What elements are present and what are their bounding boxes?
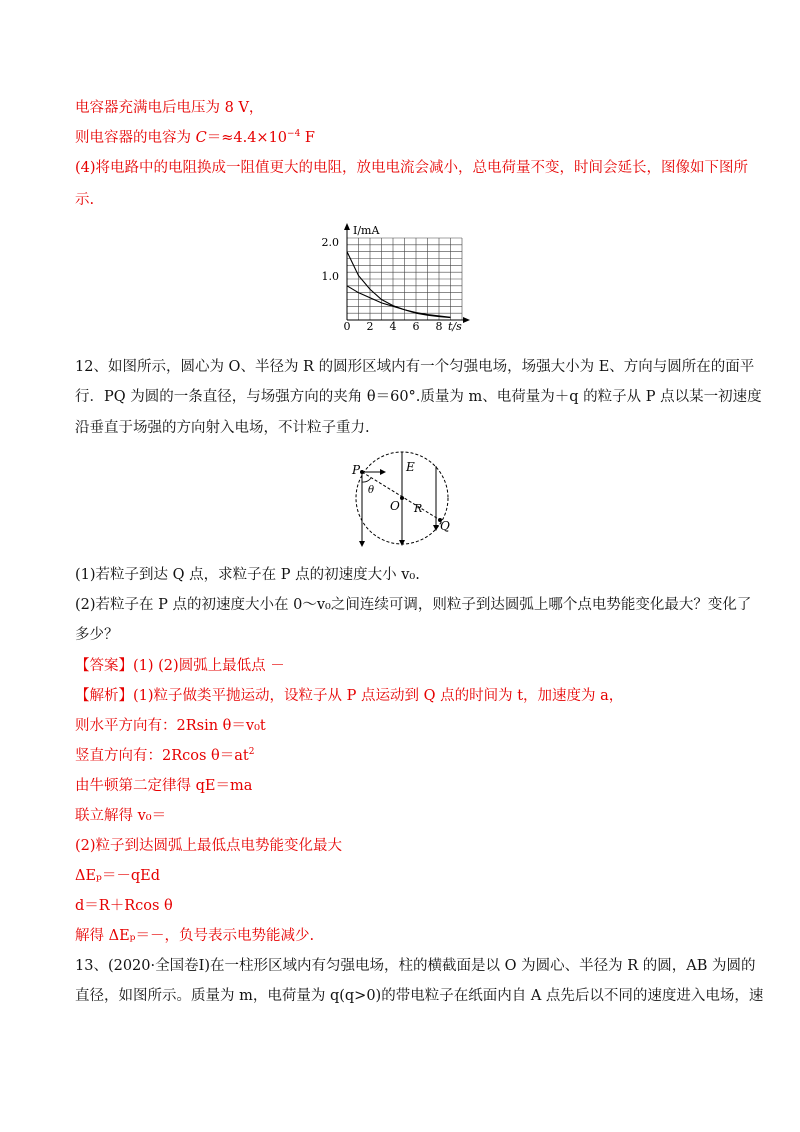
point-p xyxy=(360,470,364,474)
capacitance-text: 则电容器的电容为 xyxy=(75,130,196,146)
solution-line-capacitance xyxy=(75,128,315,148)
graph-curves xyxy=(347,252,451,318)
label-q: Q xyxy=(440,519,450,533)
diameter-pq xyxy=(362,472,440,520)
label-r: R xyxy=(414,502,423,515)
analysis-line-1 xyxy=(75,686,623,706)
analysis-line-8: d＝R＋Rcos θ xyxy=(75,898,173,914)
label-o: O xyxy=(390,499,400,513)
point-o xyxy=(400,496,404,500)
analysis-exponent: 2 xyxy=(248,747,255,758)
x-tick-4: 4 xyxy=(389,320,397,333)
analysis-text: (1)粒子做类平抛运动，设粒子从 P 点运动到 Q 点的时间为 t，加速度为 a， xyxy=(133,688,624,704)
q13-line-2: 直径，如图所示。质量为 m，电荷量为 q(q>0)的带电粒子在纸面内自 A 点先后以不同的速度进入电场，速 xyxy=(75,988,764,1004)
analysis-line-6: (2)粒子到达圆弧上最低点电势能变化最大 xyxy=(75,838,343,854)
answer-text: (1) (2)圆弧上最低点 － xyxy=(133,658,285,674)
analysis-line-3 xyxy=(75,746,254,766)
q12-part2-cont: 多少？ xyxy=(75,627,119,643)
y-tick-2: 2.0 xyxy=(321,236,339,249)
capacitance-unit: F xyxy=(300,130,315,146)
discharge-curve-2 xyxy=(347,286,451,317)
analysis-tag: 【解析】 xyxy=(75,688,133,704)
current-time-graph xyxy=(321,222,475,333)
y-axis-label: I/mA xyxy=(353,224,380,237)
x-tick-6: 6 xyxy=(412,320,420,333)
label-p: P xyxy=(352,463,361,477)
x-axis-label: t/s xyxy=(448,320,462,333)
answer-line xyxy=(75,656,285,676)
q12-part1: (1)若粒子到达 Q 点，求粒子在 P 点的初速度大小 v₀. xyxy=(75,567,420,583)
answer-tag: 【答案】 xyxy=(75,658,133,674)
q12-part2: (2)若粒子在 P 点的初速度大小在 0～v₀之间连续可调，则粒子到达圆弧上哪个点电势能变化最大？变化了 xyxy=(75,597,752,613)
graph-grid xyxy=(347,238,462,320)
label-theta: θ xyxy=(368,485,375,496)
q12-line-3: 沿垂直于场强的方向射入电场，不计粒子重力. xyxy=(75,420,370,436)
analysis-line-4: 由牛顿第二定律得 qE＝ma xyxy=(75,778,253,794)
capacitance-value: ＝≈4.4×10 xyxy=(206,130,288,146)
capacitance-exponent: −4 xyxy=(287,129,301,140)
x-axis-arrow xyxy=(463,317,470,323)
solution-line-voltage: 电容器充满电后电压为 8 V， xyxy=(75,100,264,116)
x-tick-0: 0 xyxy=(343,320,351,333)
q12-line-2: 行．PQ 为圆的一条直径，与场强方向的夹角 θ＝60°.质量为 m、电荷量为＋q 的粒子从 P 点以某一初速度 xyxy=(75,389,762,405)
circle-field-diagram xyxy=(344,448,459,553)
capacitance-symbol: C xyxy=(195,130,207,146)
solution-line-part4: (4)将电路中的电阻换成一阻值更大的电阻，放电电流会减小，总电荷量不变，时间会延长，图像如下图所 xyxy=(75,160,749,176)
x-tick-8: 8 xyxy=(435,320,443,333)
solution-line-part4-cont: 示. xyxy=(75,192,95,208)
q12-line-1: 12、如图所示，圆心为 O、半径为 R 的圆形区域内有一个匀强电场，场强大小为 E、方向与圆所在的面平 xyxy=(75,359,755,375)
analysis-line-5: 联立解得 v₀＝ xyxy=(75,808,167,824)
label-e: E xyxy=(406,460,415,474)
q13-line-1: 13、(2020·全国卷Ⅰ)在一柱形区域内有匀强电场，柱的横截面是以 O 为圆心、半径为 R 的圆，AB 为圆的 xyxy=(75,958,756,974)
theta-arc xyxy=(362,478,371,482)
analysis-line-9: 解得 ΔEₚ＝－，负号表示电势能减少. xyxy=(75,928,315,944)
analysis-line-7: ΔEₚ＝－qEd xyxy=(75,868,161,884)
y-axis-arrow xyxy=(344,223,350,230)
analysis-vertical-eq: 竖直方向有：2Rcos θ＝at xyxy=(75,748,249,764)
x-tick-2: 2 xyxy=(366,320,374,333)
y-tick-1: 1.0 xyxy=(321,270,339,283)
analysis-line-2: 则水平方向有：2Rsin θ＝v₀t xyxy=(75,718,266,734)
